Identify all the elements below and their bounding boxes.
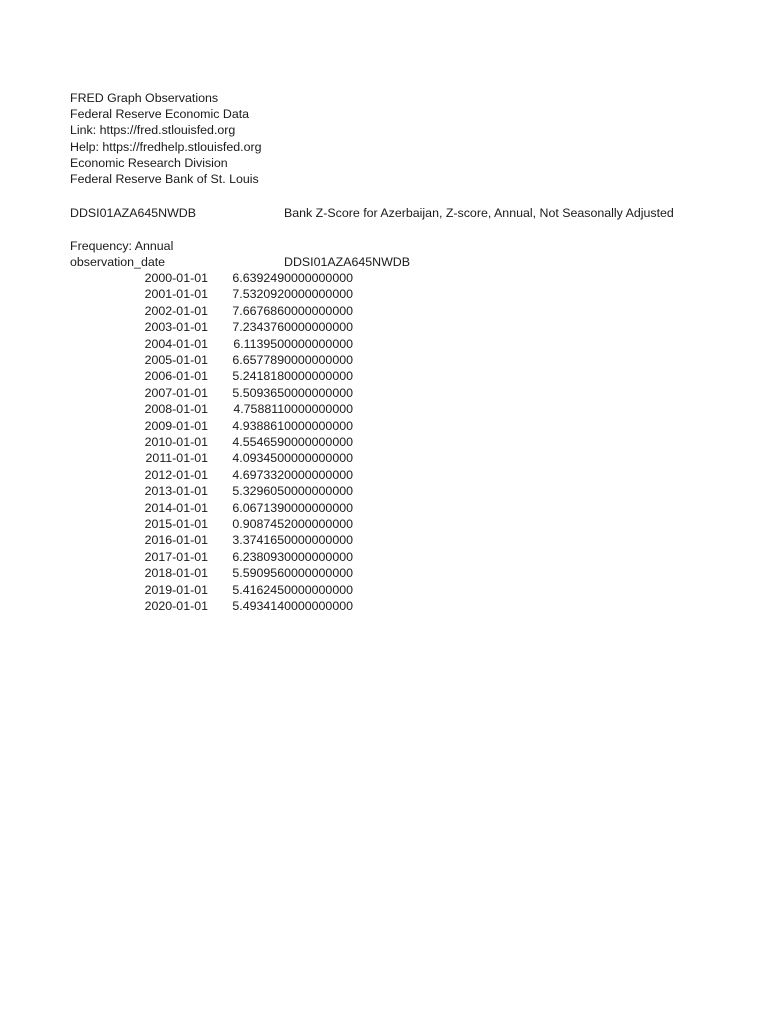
table-row [0,286,360,302]
observation-value: 3.3741650000000000 [232,533,353,548]
observation-date: 2016-01-01 [144,533,208,548]
observation-date: 2004-01-01 [144,336,208,351]
table-row [0,450,360,466]
observation-value: 0.9087452000000000 [232,517,353,531]
observation-date: 2001-01-01 [144,287,208,302]
observation-date: 2011-01-01 [145,451,208,466]
observation-date: 2020-01-01 [144,599,208,613]
observation-date: 2018-01-01 [144,566,208,581]
table-row [0,303,360,319]
frequency-label: Frequency: Annual [70,239,174,253]
observation-value: 4.9388610000000000 [232,418,353,433]
table-row [0,385,360,401]
observation-value: 5.2418180000000000 [232,369,353,384]
table-row [0,532,360,548]
table-row [0,401,360,417]
table-row [0,467,360,483]
observation-value: 5.4934140000000000 [232,599,353,613]
observation-value: 5.5093650000000000 [232,385,353,400]
table-header [70,254,470,270]
table-row [0,270,360,286]
observation-date: 2003-01-01 [144,320,208,335]
observation-value: 5.3296050000000000 [232,484,353,499]
observation-date: 2015-01-01 [144,517,208,531]
observation-value: 4.6973320000000000 [232,467,353,482]
table-row [0,368,360,384]
table-row [0,500,360,516]
header-line-division: Economic Research Division [70,156,228,170]
table-row [0,516,360,532]
observation-date: 2005-01-01 [144,353,208,367]
table-row [0,352,360,368]
observation-value: 6.2380930000000000 [232,549,353,564]
observation-value: 5.4162450000000000 [232,582,353,597]
observation-date: 2010-01-01 [144,435,208,449]
observation-date: 2012-01-01 [144,467,208,482]
table-row [0,319,360,335]
header-line-link: Link: https://fred.stlouisfed.org [70,123,236,137]
observation-date: 2006-01-01 [144,369,208,384]
observation-date: 2019-01-01 [144,582,208,597]
observation-value: 6.6577890000000000 [232,353,353,367]
header-line-bank: Federal Reserve Bank of St. Louis [70,172,259,186]
table-row [0,549,360,565]
observation-date: 2017-01-01 [144,549,208,564]
table-row [0,565,360,581]
series-id: DDSI01AZA645NWDB [70,206,197,220]
observation-value: 6.6392490000000000 [232,271,353,285]
observation-date: 2014-01-01 [144,500,208,515]
observation-value: 4.0934500000000000 [232,451,353,466]
observation-value: 4.5546590000000000 [232,435,353,449]
observation-value: 5.5909560000000000 [232,566,353,581]
table-row [0,483,360,499]
observation-value: 6.0671390000000000 [232,500,353,515]
column-header-value: DDSI01AZA645NWDB [284,255,411,269]
header-line-help: Help: https://fredhelp.stlouisfed.org [70,140,262,154]
column-header-date: observation_date [70,255,166,269]
observation-date: 2000-01-01 [144,271,208,285]
observation-value: 4.7588110000000000 [233,402,353,417]
table-row [0,598,360,614]
observation-date: 2013-01-01 [144,484,208,499]
table-row [0,418,360,434]
observation-date: 2002-01-01 [144,303,208,318]
table-row [0,336,360,352]
observation-date: 2007-01-01 [144,385,208,400]
observation-value: 7.2343760000000000 [232,320,353,335]
series-info-row [70,205,674,221]
series-title: Bank Z-Score for Azerbaijan, Z-score, Annual, Not Seasonally Adjusted [284,206,674,220]
header-line-title: FRED Graph Observations [70,91,219,105]
table-row [0,434,360,450]
header-line-org: Federal Reserve Economic Data [70,107,250,121]
table-row [0,582,360,598]
observation-value: 7.6676860000000000 [232,303,353,318]
observation-value: 7.5320920000000000 [232,287,353,302]
observation-date: 2008-01-01 [144,402,208,417]
observation-value: 6.1139500000000000 [233,336,353,351]
observation-date: 2009-01-01 [144,418,208,433]
